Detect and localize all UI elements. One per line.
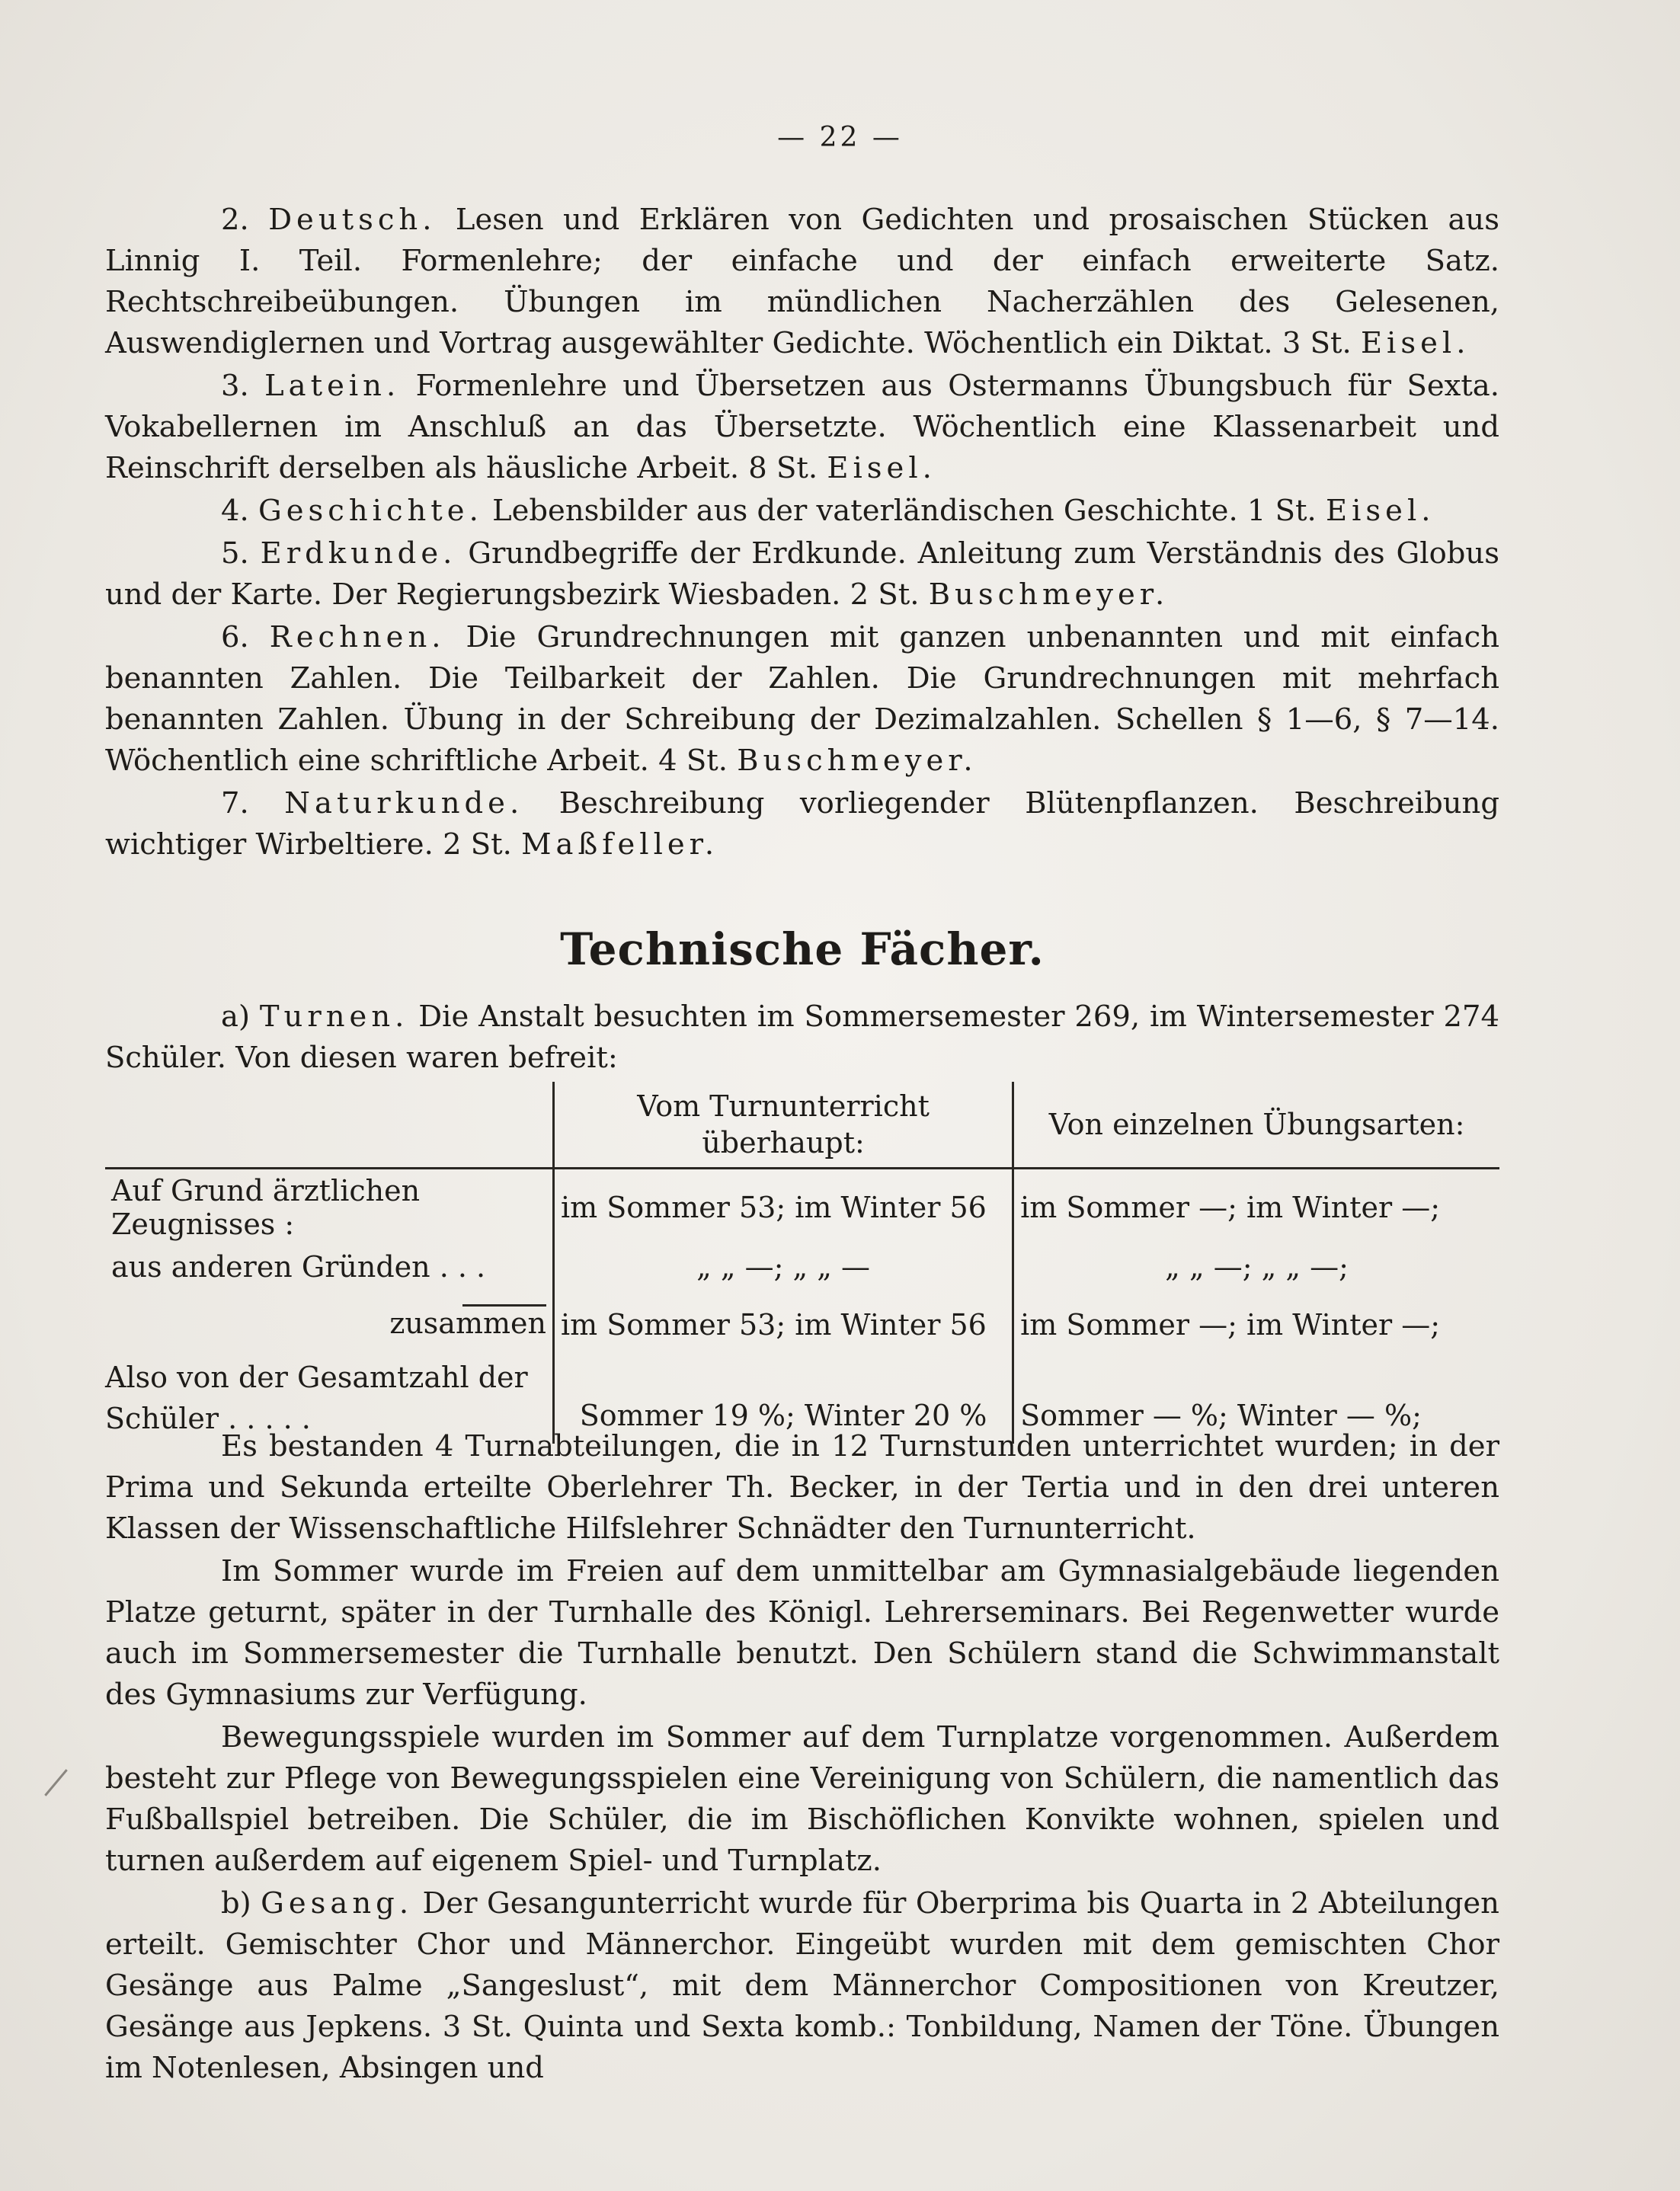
subject-text: Grundbegriffe der Erdkunde. Anleitung zum Verständnis des Globus und der Karte. Der Regierungsbezirk Wiesbaden. 2 St.: [105, 536, 1499, 612]
teacher-name: Buschmeyer.: [928, 577, 1170, 612]
table-header: [105, 1082, 1499, 1169]
subject-text: Lesen und Erklären von Gedichten und prosaischen Stücken aus Linnig I. Teil. Formenlehre; der einfache und der einfach erweiterte Satz. Rechtschreibeübungen. Übungen im mündlichen Nacherzählen des Gelesenen, Auswendiglernen und Vortrag ausgewählter Gedichte. Wöchentlich ein Diktat. 3 St.: [105, 203, 1499, 360]
subject-name: Geschichte.: [258, 494, 483, 528]
subject-text: Formenlehre und Übersetzen aus Ostermanns Übungsbuch für Sexta. Vokabellernen im Anschluß an das Übersetzte. Wöchentlich eine Klassenarbeit und Reinschrift derselben als häusliche Arbeit. 8 St.: [105, 369, 1499, 485]
teacher-name: Maßfeller.: [521, 827, 719, 862]
row-label: aus anderen Gründen . . .: [111, 1250, 486, 1284]
turnen-paragraph: Es bestanden 4 Turnabteilungen, die in 12 Turnstunden unterrichtet wurden; in der Prima und Sekunda erteilte Oberlehrer Th. Becker, in der Tertia und in den drei unteren Klassen der Wissenschaftliche Hilfslehrer Schnädter den Turnunterricht.: [105, 1429, 1499, 1546]
technical-section: [105, 923, 1499, 1079]
turnen-paragraph: Bewegungsspiele wurden im Sommer auf dem Turnplatze vorgenommen. Außerdem besteht zur Pflege von Bewegungsspielen eine Vereinigung von Schülern, die namentlich das Fußballspiel betreiben. Die Schüler, die im Bischöflichen Konvikte wohnen, spielen und turnen außerdem auf eigenem Spiel- und Turnplatz.: [105, 1720, 1499, 1878]
subject-name: Rechnen.: [269, 620, 446, 654]
item-label: a): [221, 1000, 250, 1034]
row-value: Sommer — %; Winter — %;: [1013, 1346, 1499, 1444]
subject-number: 4.: [221, 494, 249, 528]
item-label: b): [221, 1886, 251, 1921]
subject-erdkunde: [105, 533, 1499, 616]
turnen-text: Die Anstalt besuchten im Sommersemester 269, im Wintersemester 274 Schüler. Von diesen waren befreit:: [105, 1000, 1499, 1075]
gesang-text: Der Gesangunterricht wurde für Oberprima bis Quarta in 2 Abteilungen erteilt. Gemischter Chor und Männerchor. Eingeübt wurden mit dem gemischten Chor Gesänge aus Palme „Sangeslust“, mit dem Männerchor Compositionen von Kreutzer, Gesänge aus Jepkens. 3 St. Quinta und Sexta komb.: Tonbildung, Namen der Töne. Übungen im Notenlesen, Absingen und: [105, 1886, 1499, 2085]
exemption-table: [105, 1082, 1499, 1444]
row-value: im Sommer —; im Winter —;: [1013, 1288, 1499, 1346]
table-row: [105, 1288, 1499, 1346]
subject-name: Erdkunde.: [260, 536, 457, 571]
teacher-name: Eisel.: [1326, 494, 1435, 528]
subject-number: 6.: [221, 620, 249, 654]
subject-name: Turnen.: [259, 1000, 409, 1034]
subject-text: Lebensbilder aus der vaterländischen Geschichte. 1 St.: [492, 494, 1317, 528]
subject-list: [105, 200, 1499, 865]
subject-number: 5.: [221, 536, 249, 571]
section-heading: Technische Fächer.: [560, 923, 1045, 975]
margin-mark: [44, 1769, 68, 1796]
row-value: im Sommer 53; im Winter 56: [554, 1288, 1013, 1346]
teacher-name: Eisel.: [1360, 326, 1470, 360]
subject-number: 3.: [221, 369, 249, 403]
subject-name: Gesang.: [261, 1886, 414, 1921]
row-label: Also von der Gesamtzahl der Schüler . . . . .: [105, 1361, 528, 1435]
header-col2: Vom Turnunterricht überhaupt:: [554, 1082, 1013, 1169]
row-value: „ „ —; „ „ —: [554, 1246, 1013, 1288]
page-number: — 22 —: [777, 122, 903, 153]
subject-number: 7.: [221, 786, 249, 820]
table-row: [105, 1246, 1499, 1288]
table-row: [105, 1169, 1499, 1246]
row-value: Sommer 19 %; Winter 20 %: [554, 1346, 1013, 1444]
turnen-details: [105, 1426, 1499, 2089]
turnen-intro: [105, 996, 1499, 1079]
header-col3: Von einzelnen Übungsarten:: [1013, 1082, 1499, 1169]
teacher-name: Buschmeyer.: [737, 744, 978, 778]
turnen-paragraph: Im Sommer wurde im Freien auf dem unmittelbar am Gymnasialgebäude liegenden Platze geturnt, später in der Turnhalle des Königl. Lehrerseminars. Bei Regenwetter wurde auch im Sommersemester die Turnhalle benutzt. Den Schülern stand die Schwimmanstalt des Gymnasiums zur Verfügung.: [105, 1554, 1499, 1712]
subject-geschichte: [105, 491, 1499, 532]
subject-name: Deutsch.: [268, 203, 437, 237]
subject-latein: [105, 366, 1499, 489]
subject-naturkunde: [105, 783, 1499, 865]
subject-rechnen: [105, 617, 1499, 782]
subject-text: Die Grundrechnungen mit ganzen unbenannten und mit einfach benannten Zahlen. Die Teilbarkeit der Zahlen. Die Grundrechnungen mit mehrfach benannten Zahlen. Übung in der Schreibung der Dezimalzahlen. Schellen § 1—6, § 7—14. Wöchentlich eine schriftliche Arbeit. 4 St.: [105, 620, 1499, 778]
subject-name: Naturkunde.: [284, 786, 524, 820]
subject-text: Beschreibung vorliegender Blütenpflanzen. Beschreibung wichtiger Wirbeltiere. 2 St.: [105, 786, 1499, 862]
subject-deutsch: [105, 200, 1499, 364]
row-value: „ „ —; „ „ —;: [1013, 1246, 1499, 1288]
gesang-paragraph: [105, 1883, 1499, 2089]
subject-number: 2.: [221, 203, 249, 237]
row-value: im Sommer —; im Winter —;: [1013, 1169, 1499, 1246]
row-value: im Sommer 53; im Winter 56: [554, 1169, 1013, 1246]
row-label: zusammen: [389, 1306, 546, 1340]
row-label: Auf Grund ärztlichen Zeugnisses :: [105, 1169, 554, 1246]
subject-name: Latein.: [264, 369, 401, 403]
teacher-name: Eisel.: [827, 451, 936, 485]
